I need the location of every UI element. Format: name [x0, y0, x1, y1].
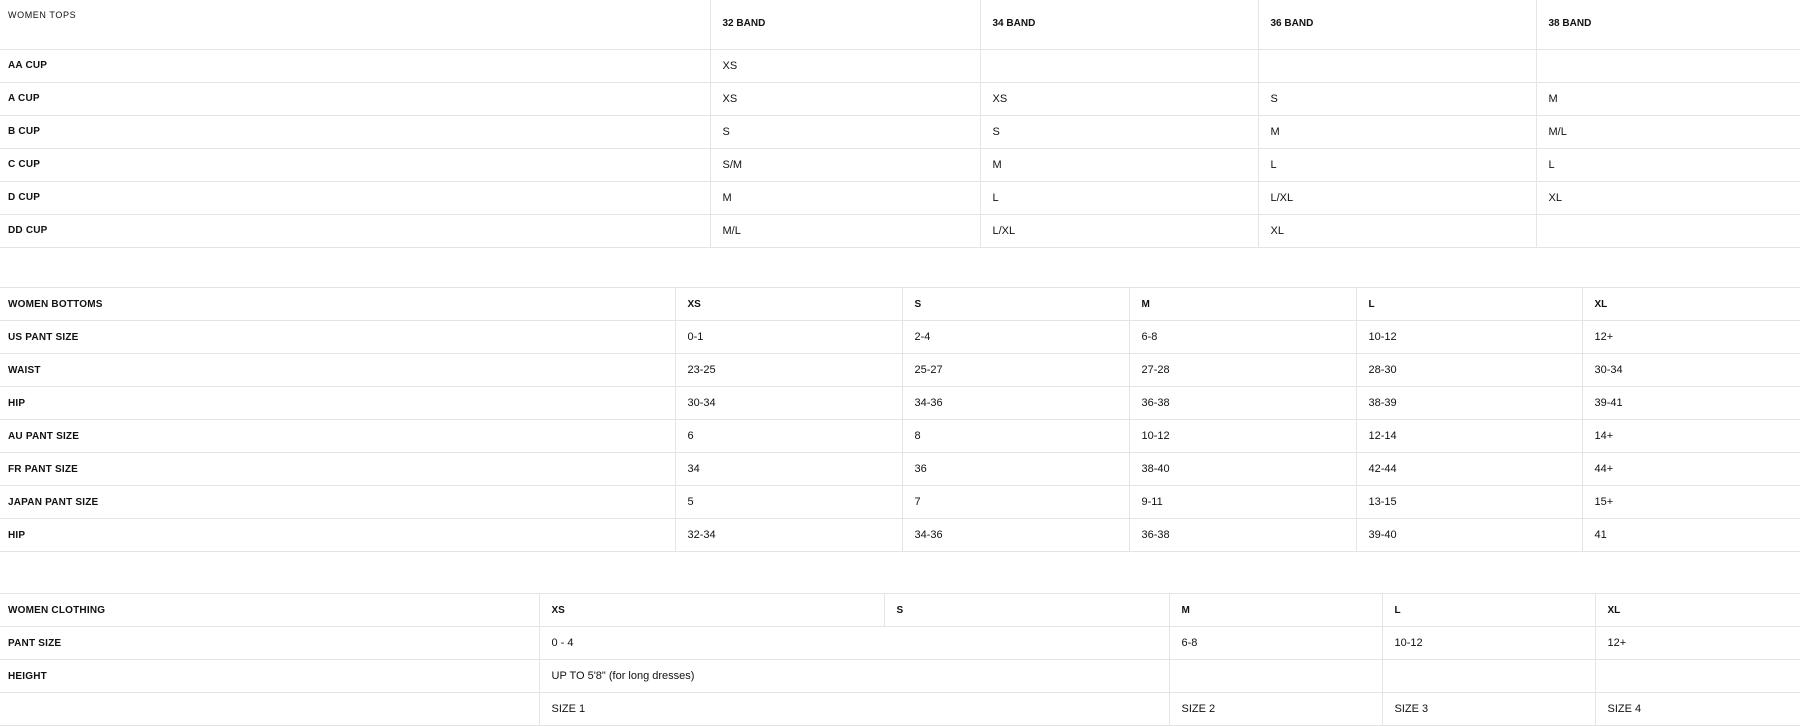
table-row: [0, 354, 1800, 387]
table-cell: 10-12: [1356, 321, 1582, 354]
table-cell: S/M: [710, 148, 980, 181]
table-cell: M/L: [1536, 115, 1800, 148]
table-cell: [1536, 49, 1800, 82]
table-cell: 34: [675, 453, 902, 486]
table-cell: 36-38: [1129, 387, 1356, 420]
row-label: FR PANT SIZE: [0, 453, 675, 486]
table-cell: L: [1258, 148, 1536, 181]
row-label: C CUP: [0, 148, 710, 181]
table-cell: M/L: [710, 214, 980, 247]
column-header: L: [1382, 594, 1595, 627]
women-tops-table: [0, 0, 1800, 248]
table-row: [0, 453, 1800, 486]
table-cell: 39-40: [1356, 519, 1582, 552]
table-cell: L/XL: [980, 214, 1258, 247]
column-header: 34 BAND: [980, 0, 1258, 49]
row-label: HEIGHT: [0, 660, 539, 693]
table-cell: 30-34: [675, 387, 902, 420]
table-cell: SIZE 3: [1382, 693, 1595, 726]
table-cell: M: [1258, 115, 1536, 148]
table-cell: 27-28: [1129, 354, 1356, 387]
table-cell: [980, 49, 1258, 82]
table-cell: 6-8: [1169, 627, 1382, 660]
table-cell: XS: [710, 49, 980, 82]
table-cell: [1595, 660, 1800, 693]
row-label: JAPAN PANT SIZE: [0, 486, 675, 519]
table-cell: [1258, 49, 1536, 82]
table-cell: UP TO 5'8" (for long dresses): [539, 660, 1169, 693]
row-label: A CUP: [0, 82, 710, 115]
table-header-row: [0, 0, 1800, 49]
row-label: PANT SIZE: [0, 627, 539, 660]
table-cell: 10-12: [1129, 420, 1356, 453]
table-row: [0, 49, 1800, 82]
table-cell: S: [1258, 82, 1536, 115]
table-cell: XL: [1258, 214, 1536, 247]
women-clothing-table: [0, 593, 1800, 726]
table-cell: 13-15: [1356, 486, 1582, 519]
column-header: XS: [675, 288, 902, 321]
table-cell: [1169, 660, 1382, 693]
table-cell: L: [980, 181, 1258, 214]
row-label: WAIST: [0, 354, 675, 387]
table-cell: 30-34: [1582, 354, 1800, 387]
table-cell: 34-36: [902, 387, 1129, 420]
women-bottoms-table: [0, 287, 1800, 552]
table-cell: L: [1536, 148, 1800, 181]
table-cell: L/XL: [1258, 181, 1536, 214]
table-row: [0, 660, 1800, 693]
row-label: AA CUP: [0, 49, 710, 82]
table-caption: WOMEN BOTTOMS: [0, 288, 675, 321]
row-label: B CUP: [0, 115, 710, 148]
table-cell: M: [1536, 82, 1800, 115]
table-cell: 12+: [1582, 321, 1800, 354]
row-label: US PANT SIZE: [0, 321, 675, 354]
table-cell: M: [710, 181, 980, 214]
table-row: [0, 693, 1800, 726]
table-cell: 14+: [1582, 420, 1800, 453]
table-cell: 42-44: [1356, 453, 1582, 486]
table-row: [0, 82, 1800, 115]
row-label: AU PANT SIZE: [0, 420, 675, 453]
table-row: [0, 486, 1800, 519]
table-row: [0, 148, 1800, 181]
column-header: 32 BAND: [710, 0, 980, 49]
table-cell: 7: [902, 486, 1129, 519]
table-header-row: [0, 288, 1800, 321]
table-cell: 0-1: [675, 321, 902, 354]
column-header: XL: [1595, 594, 1800, 627]
table-cell: 23-25: [675, 354, 902, 387]
table-cell: 38-39: [1356, 387, 1582, 420]
column-header: L: [1356, 288, 1582, 321]
table-row: [0, 115, 1800, 148]
row-label: D CUP: [0, 181, 710, 214]
table-cell: 36-38: [1129, 519, 1356, 552]
table-cell: 2-4: [902, 321, 1129, 354]
column-header: XS: [539, 594, 884, 627]
table-cell: 25-27: [902, 354, 1129, 387]
table-cell: 32-34: [675, 519, 902, 552]
table-caption: WOMEN TOPS: [0, 0, 710, 49]
table-cell: [1536, 214, 1800, 247]
table-cell: 44+: [1582, 453, 1800, 486]
table-cell: S: [980, 115, 1258, 148]
table-cell: SIZE 4: [1595, 693, 1800, 726]
table-row: [0, 321, 1800, 354]
table-row: [0, 214, 1800, 247]
table-row: [0, 519, 1800, 552]
table-cell: [1382, 660, 1595, 693]
table-cell: 12-14: [1356, 420, 1582, 453]
row-label: DD CUP: [0, 214, 710, 247]
table-cell: 36: [902, 453, 1129, 486]
table-row: [0, 420, 1800, 453]
table-caption: WOMEN CLOTHING: [0, 594, 539, 627]
column-header: 36 BAND: [1258, 0, 1536, 49]
table-row: [0, 387, 1800, 420]
table-header-row: [0, 594, 1800, 627]
table-cell: 6-8: [1129, 321, 1356, 354]
table-cell: M: [980, 148, 1258, 181]
column-header: XL: [1582, 288, 1800, 321]
column-header: S: [884, 594, 1169, 627]
table-cell: 9-11: [1129, 486, 1356, 519]
row-label: HIP: [0, 519, 675, 552]
table-cell: 6: [675, 420, 902, 453]
row-label: [0, 693, 539, 726]
row-label: HIP: [0, 387, 675, 420]
table-row: [0, 181, 1800, 214]
table-cell: 38-40: [1129, 453, 1356, 486]
table-cell: XS: [710, 82, 980, 115]
table-cell: 5: [675, 486, 902, 519]
table-row: [0, 627, 1800, 660]
table-cell: 41: [1582, 519, 1800, 552]
table-cell: S: [710, 115, 980, 148]
table-cell: SIZE 1: [539, 693, 1169, 726]
table-cell: 8: [902, 420, 1129, 453]
column-header: S: [902, 288, 1129, 321]
table-cell: 34-36: [902, 519, 1129, 552]
table-cell: XL: [1536, 181, 1800, 214]
table-cell: 12+: [1595, 627, 1800, 660]
table-cell: 28-30: [1356, 354, 1582, 387]
column-header: M: [1129, 288, 1356, 321]
table-cell: 15+: [1582, 486, 1800, 519]
table-cell: 39-41: [1582, 387, 1800, 420]
table-cell: XS: [980, 82, 1258, 115]
column-header: M: [1169, 594, 1382, 627]
column-header: 38 BAND: [1536, 0, 1800, 49]
table-cell: SIZE 2: [1169, 693, 1382, 726]
table-cell: 0 - 4: [539, 627, 1169, 660]
table-cell: 10-12: [1382, 627, 1595, 660]
